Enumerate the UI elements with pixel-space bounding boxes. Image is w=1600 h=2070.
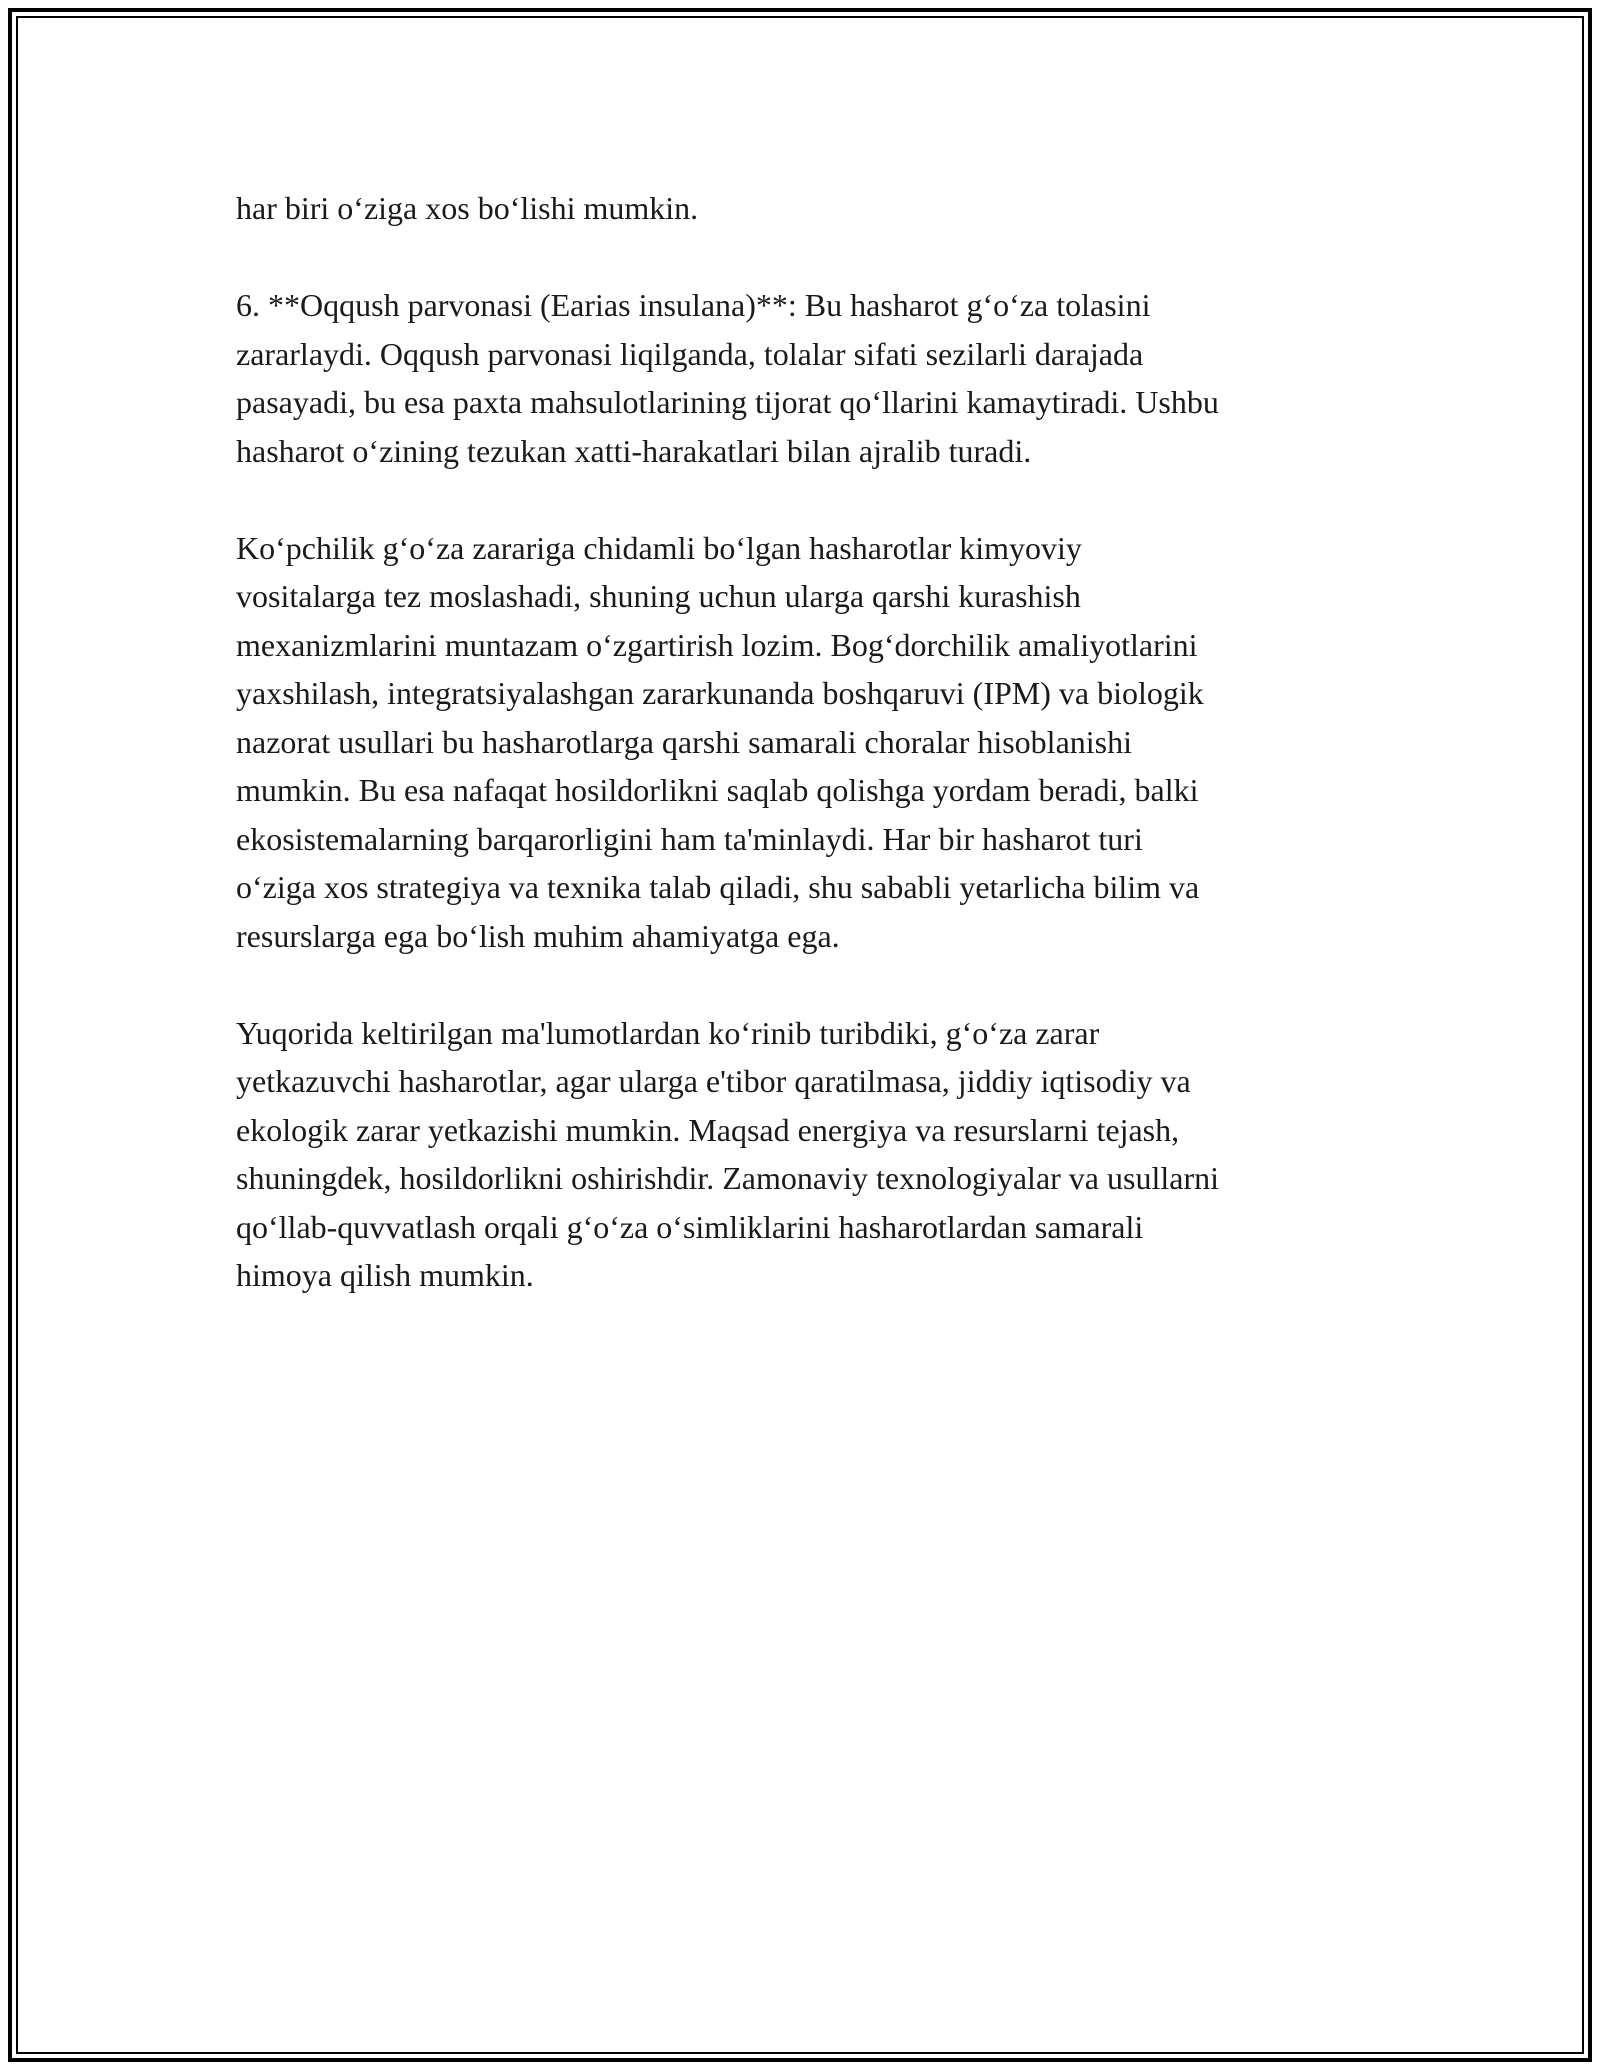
text-line: 6. **Oqqush parvonasi (Earias insulana)**: Bu hasharot g‘o‘za tolasini (236, 287, 1151, 323)
text-line: mexanizmlarini muntazam o‘zgartirish lozim. Bog‘dorchilik amaliyotlarini (236, 626, 1198, 663)
text-line: o‘ziga xos strategiya va texnika talab qiladi, shu sababli yetarlicha bilim va (236, 869, 1200, 905)
text-line: pasayadi, bu esa paxta mahsulotlarining tijorat qo‘llarini kamaytiradi. Ushbu (236, 384, 1219, 420)
text-line: hasharot o‘zining tezukan xatti-harakatlari bilan ajralib turadi. (236, 432, 1032, 469)
text-line: shuningdek, hosildorlikni oshirishdir. Zamonaviy texnologiyalar va usullarni (236, 1160, 1219, 1196)
text-line: har biri o‘ziga xos bo‘lishi mumkin. (236, 190, 699, 226)
paragraph-adaptation (236, 524, 1376, 961)
text-line: nazorat usullari bu hasharotlarga qarshi samarali choralar hisoblanishi (236, 723, 1132, 760)
text-line: Yuqorida keltirilgan ma'lumotlardan ko‘rinib turibdiki, g‘o‘za zarar (236, 1014, 1100, 1051)
text-line: zararlaydi. Oqqush parvonasi liqilganda, tolalar sifati sezilarli darajada (236, 335, 1144, 372)
text-line: yetkazuvchi hasharotlar, agar ularga e'tibor qaratilmasa, jiddiy iqtisodiy va (236, 1063, 1191, 1099)
paragraph-item-6 (236, 281, 1376, 475)
paragraph-continuation (236, 184, 1376, 233)
paragraph-conclusion (236, 1009, 1376, 1300)
text-line: yaxshilash, integratsiyalashgan zararkunanda boshqaruvi (IPM) va biologik (236, 675, 1204, 711)
text-line: ekologik zarar yetkazishi mumkin. Maqsad energiya va resurslarni tejash, (236, 1111, 1180, 1148)
text-line: vositalarga tez moslashadi, shuning uchun ularga qarshi kurashish (236, 578, 1081, 614)
text-line: qo‘llab-quvvatlash orqali g‘o‘za o‘simliklarini hasharotlardan samarali (236, 1208, 1144, 1245)
text-line: resurslarga ega bo‘lish muhim ahamiyatga ega. (236, 917, 840, 954)
text-line: himoya qilish mumkin. (236, 1257, 534, 1293)
text-line: ekosistemalarning barqarorligini ham ta'minlaydi. Har bir hasharot turi (236, 820, 1143, 857)
text-line: Ko‘pchilik g‘o‘za zarariga chidamli bo‘lgan hasharotlar kimyoviy (236, 529, 1082, 566)
document-body (236, 184, 1376, 1348)
text-line: mumkin. Bu esa nafaqat hosildorlikni saqlab qolishga yordam beradi, balki (236, 772, 1199, 808)
